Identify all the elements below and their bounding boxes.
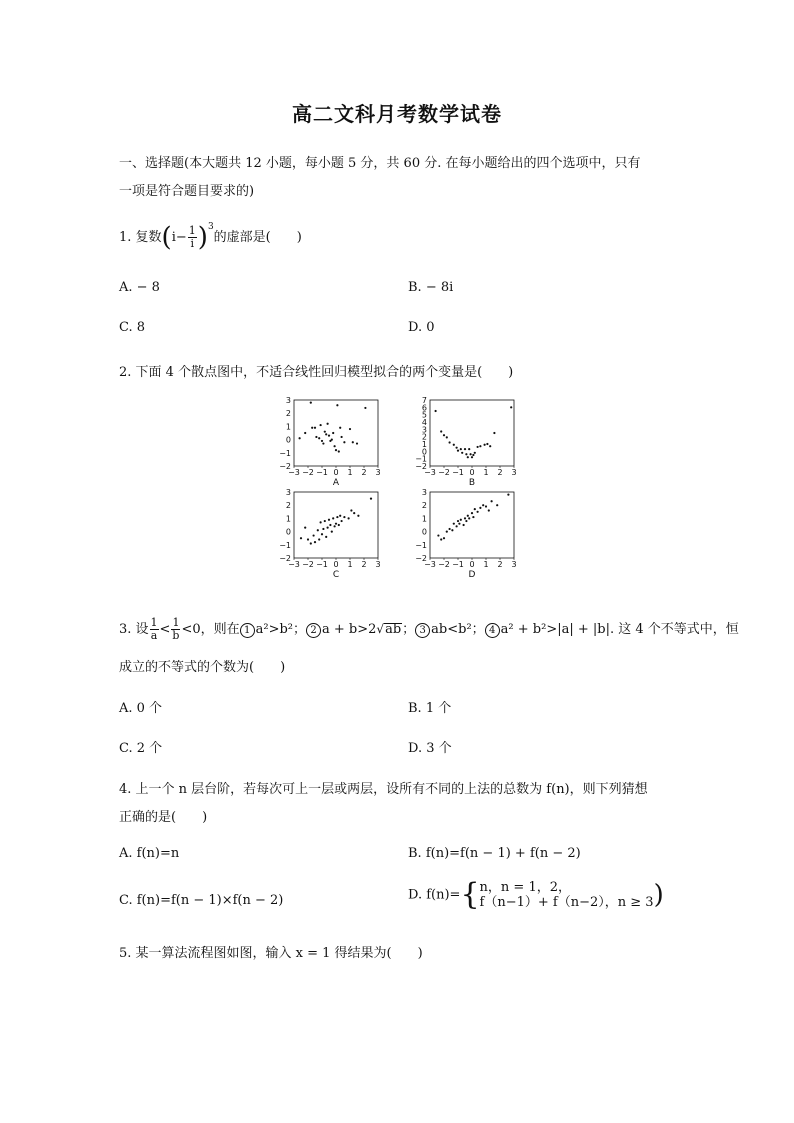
plot-label: B (468, 478, 476, 488)
y-tick-label: 3 (285, 488, 291, 497)
data-point (327, 423, 329, 425)
x-tick-label: 0 (469, 468, 475, 477)
scatter-plot-b (412, 396, 524, 492)
plot-label: D (468, 570, 476, 580)
x-tick-label: 0 (333, 560, 339, 569)
data-point (461, 452, 463, 454)
q4-option-a[interactable]: A. f(n)=n (119, 846, 180, 861)
y-tick-label: 0 (285, 527, 291, 537)
x-tick-label: −2 (438, 468, 450, 477)
data-point (343, 441, 345, 443)
data-point (334, 525, 336, 527)
x-tick-label: 1 (347, 560, 353, 569)
data-point (489, 445, 491, 447)
data-point (350, 509, 352, 511)
question-3-stem-line2: 成立的不等式的个数为( ) (119, 660, 286, 675)
y-tick-label: 6 (421, 403, 427, 413)
data-point (322, 528, 324, 530)
data-point (440, 538, 442, 540)
data-point (491, 500, 493, 502)
q3-option-c[interactable]: C. 2 个 (119, 741, 163, 756)
plot-frame (294, 492, 378, 558)
data-point (443, 434, 445, 436)
y-tick-label: 2 (285, 409, 291, 419)
x-tick-label: −3 (424, 560, 436, 569)
y-tick-label: 7 (421, 396, 427, 405)
data-point (451, 529, 453, 531)
x-tick-label: −3 (288, 560, 300, 569)
y-tick-label: −1 (415, 540, 427, 550)
fraction-1-over-b: $\frac{1}{b}$ (172, 616, 180, 642)
data-point (482, 504, 484, 506)
q1-option-b[interactable]: B. − 8i (408, 280, 454, 295)
q1-option-c[interactable]: C. 8 (119, 320, 146, 335)
x-tick-label: −1 (452, 468, 464, 477)
y-tick-label: −1 (415, 454, 427, 464)
scatter-plot-a (276, 396, 388, 492)
y-tick-label: −2 (279, 554, 291, 563)
data-point (440, 430, 442, 432)
data-point (339, 515, 341, 517)
data-point (465, 520, 467, 522)
data-point (338, 450, 340, 452)
q4-option-d[interactable]: D. f(n)={ n，n = 1，2， f（n−1）+ f（n−2），n ≥ 3 ) (408, 877, 664, 912)
plot-frame (430, 492, 514, 558)
data-point (364, 407, 366, 409)
question-3-stem-line1: 3. 设 $\frac{1}{a}$ < $\frac{1}{b}$ <0，则在 1 a²>b²； 2 a + b>2√ab； 3 ab<b²； 4 a² + b²>|a| + |b|. 这 4 个不等式中，恒 (119, 616, 739, 642)
circled-number-3: 3 (415, 623, 430, 638)
data-point (331, 439, 333, 441)
fraction-1-over-i: $\frac{1}{i}$ (188, 224, 196, 250)
q3-option-a[interactable]: A. 0 个 (119, 701, 163, 716)
data-point (468, 517, 470, 519)
data-point (307, 538, 309, 540)
data-point (314, 541, 316, 543)
data-point (453, 444, 455, 446)
data-point (320, 521, 322, 523)
section-heading-line1: 一、选择题(本大题共 12 小题，每小题 5 分，共 60 分. 在每小题给出的四个选项中，只有 (119, 156, 641, 171)
data-point (468, 448, 470, 450)
data-point (348, 517, 350, 519)
data-point (485, 505, 487, 507)
data-point (341, 436, 343, 438)
data-point (477, 511, 479, 513)
data-point (343, 516, 345, 518)
data-point (464, 448, 466, 450)
data-point (488, 509, 490, 511)
y-tick-label: 1 (421, 514, 427, 524)
scatter-plot-c (276, 488, 388, 584)
data-point (356, 442, 358, 444)
piecewise-cases: n，n = 1，2， f（n−1）+ f（n−2），n ≥ 3 (479, 880, 654, 910)
data-point (474, 508, 476, 510)
x-tick-label: 3 (375, 560, 381, 569)
plot-frame (294, 400, 378, 466)
data-point (310, 542, 312, 544)
data-point (304, 527, 306, 529)
data-point (510, 406, 512, 408)
x-tick-label: −2 (438, 560, 450, 569)
x-tick-label: −1 (316, 560, 328, 569)
data-point (336, 516, 338, 518)
data-point (458, 523, 460, 525)
x-tick-label: 3 (511, 468, 517, 477)
circled-number-2: 2 (306, 623, 321, 638)
x-tick-label: 3 (511, 560, 517, 569)
data-point (437, 534, 439, 536)
y-tick-label: −2 (415, 462, 427, 471)
data-point (311, 427, 313, 429)
y-tick-label: 3 (285, 396, 291, 405)
sqrt-ab: ab (385, 622, 402, 637)
data-point (471, 456, 473, 458)
data-point (460, 448, 462, 450)
question-1-stem: 1. 复数(i− $\frac{1}{i}$ )$^3$的虚部是( ) (119, 222, 302, 253)
x-tick-label: −1 (452, 560, 464, 569)
data-point (446, 436, 448, 438)
data-point (320, 424, 322, 426)
data-point (336, 404, 338, 406)
data-point (315, 436, 317, 438)
data-point (299, 437, 301, 439)
y-tick-label: −2 (279, 462, 291, 471)
data-point (352, 441, 354, 443)
x-tick-label: 0 (333, 468, 339, 477)
x-tick-label: 3 (375, 468, 381, 477)
data-point (435, 410, 437, 412)
plot-label: C (332, 570, 340, 580)
y-tick-label: −2 (415, 554, 427, 563)
x-tick-label: 1 (483, 468, 489, 477)
x-tick-label: −3 (288, 468, 300, 477)
data-point (334, 445, 336, 447)
data-point (339, 427, 341, 429)
x-tick-label: −2 (302, 468, 314, 477)
data-point (470, 453, 472, 455)
data-point (313, 534, 315, 536)
data-point (322, 442, 324, 444)
x-tick-label: 2 (361, 560, 367, 569)
data-point (479, 507, 481, 509)
question-4-stem-line2: 正确的是( ) (119, 810, 208, 825)
y-tick-label: 0 (285, 435, 291, 445)
data-point (507, 494, 509, 496)
x-tick-label: 1 (483, 560, 489, 569)
y-tick-label: −1 (279, 448, 291, 458)
x-tick-label: 2 (361, 468, 367, 477)
circled-number-4: 4 (485, 623, 500, 638)
data-point (324, 520, 326, 522)
data-point (325, 536, 327, 538)
y-tick-label: 2 (421, 432, 427, 442)
data-point (353, 512, 355, 514)
y-tick-label: 1 (285, 422, 291, 432)
data-point (460, 519, 462, 521)
y-tick-label: 5 (421, 410, 427, 420)
data-point (464, 517, 466, 519)
data-point (496, 504, 498, 506)
data-point (327, 527, 329, 529)
data-point (472, 516, 474, 518)
data-point (477, 446, 479, 448)
x-tick-label: −2 (302, 560, 314, 569)
x-tick-label: −3 (424, 468, 436, 477)
page-title: 高二文科月考数学试卷 (292, 102, 502, 126)
data-point (474, 452, 476, 454)
data-point (486, 443, 488, 445)
data-point (467, 456, 469, 458)
x-tick-label: 2 (497, 468, 503, 477)
data-point (321, 533, 323, 535)
data-point (467, 515, 469, 517)
data-point (310, 402, 312, 404)
data-point (328, 435, 330, 437)
data-point (317, 529, 319, 531)
data-point (472, 454, 474, 456)
data-point (446, 531, 448, 533)
data-point (453, 523, 455, 525)
data-point (463, 524, 465, 526)
data-point (349, 428, 351, 430)
y-tick-label: 0 (421, 447, 427, 457)
y-tick-label: 3 (421, 425, 427, 435)
data-point (493, 432, 495, 434)
data-point (449, 528, 451, 530)
question-5-stem: 5. 某一算法流程图如图，输入 x = 1 得结果为( ) (119, 946, 423, 961)
data-point (331, 531, 333, 533)
q4-option-b[interactable]: B. f(n)=f(n − 1) + f(n − 2) (408, 846, 581, 861)
data-point (304, 432, 306, 434)
data-point (471, 512, 473, 514)
data-point (484, 444, 486, 446)
q4-option-c[interactable]: C. f(n)=f(n − 1)×f(n − 2) (119, 893, 284, 908)
q1-option-d[interactable]: D. 0 (408, 320, 435, 335)
data-point (328, 519, 330, 521)
data-point (341, 520, 343, 522)
y-tick-label: 2 (285, 501, 291, 511)
data-point (324, 431, 326, 433)
data-point (370, 498, 372, 500)
data-point (332, 432, 334, 434)
x-tick-label: 1 (347, 468, 353, 477)
data-point (443, 537, 445, 539)
data-point (314, 427, 316, 429)
y-tick-label: 2 (421, 501, 427, 511)
x-tick-label: −1 (316, 468, 328, 477)
circled-number-1: 1 (240, 623, 255, 638)
y-tick-label: 1 (421, 440, 427, 449)
y-tick-label: 1 (285, 514, 291, 524)
scatter-plot-d (412, 488, 524, 584)
data-point (457, 450, 459, 452)
data-point (335, 449, 337, 451)
x-tick-label: 0 (469, 560, 475, 569)
data-point (456, 525, 458, 527)
data-point (449, 441, 451, 443)
data-point (300, 537, 302, 539)
section-heading-line2: 一项是符合题目要求的) (119, 184, 255, 199)
q1-option-a[interactable]: A. − 8 (119, 280, 160, 295)
fraction-1-over-a: $\frac{1}{a}$ (150, 616, 158, 642)
y-tick-label: 0 (421, 527, 427, 537)
y-tick-label: 4 (421, 418, 427, 427)
data-point (325, 433, 327, 435)
x-tick-label: 2 (497, 560, 503, 569)
data-point (479, 445, 481, 447)
question-4-stem-line1: 4. 上一个 n 层台阶，若每次可上一层或两层，设所有不同的上法的总数为 f(n)，则下列猜想 (119, 782, 648, 797)
y-tick-label: 3 (421, 488, 427, 497)
data-point (357, 515, 359, 517)
plot-label: A (332, 478, 340, 488)
q3-option-b[interactable]: B. 1 个 (408, 701, 452, 716)
question-2-stem: 2. 下面 4 个散点图中，不适合线性回归模型拟合的两个变量是( ) (119, 365, 514, 380)
data-point (321, 440, 323, 442)
data-point (338, 524, 340, 526)
data-point (332, 517, 334, 519)
data-point (335, 523, 337, 525)
data-point (457, 520, 459, 522)
data-point (456, 447, 458, 449)
data-point (318, 437, 320, 439)
q3-option-d[interactable]: D. 3 个 (408, 741, 452, 756)
data-point (318, 538, 320, 540)
data-point (329, 524, 331, 526)
y-tick-label: −1 (279, 540, 291, 550)
data-point (465, 453, 467, 455)
